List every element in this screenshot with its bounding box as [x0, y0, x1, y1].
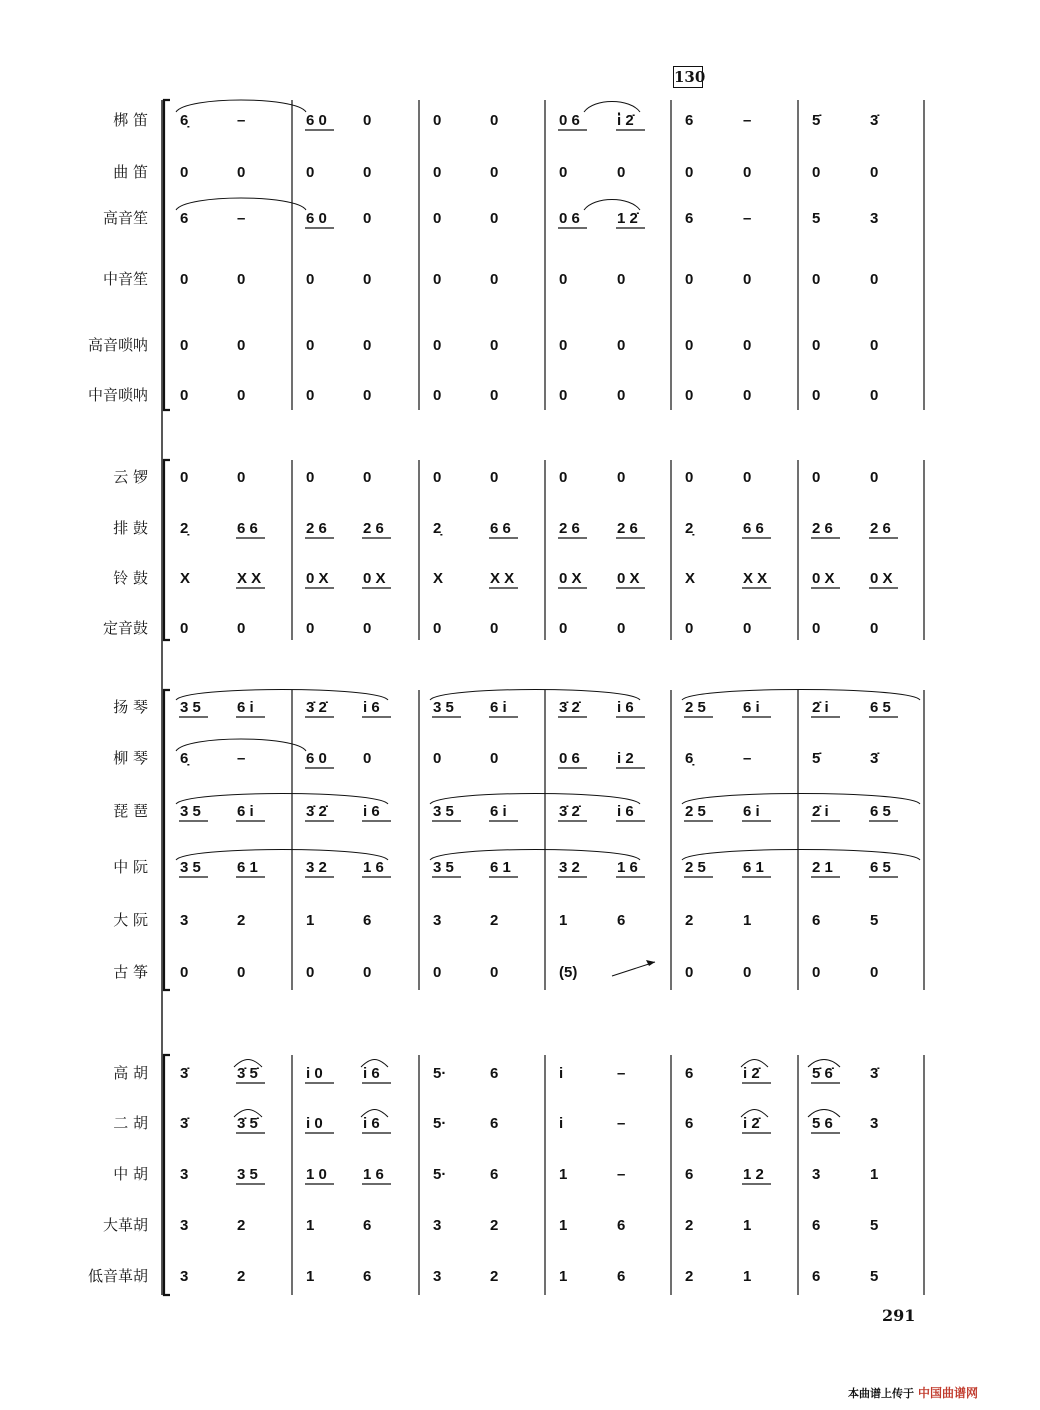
note: 6 5 — [870, 803, 891, 820]
note: 3 — [180, 1217, 189, 1234]
note: 2 — [237, 1217, 246, 1234]
instrument-label: 定音鼓 — [102, 619, 148, 637]
note: – — [237, 210, 246, 227]
note: 3 — [870, 1115, 879, 1132]
note: 6 1 — [743, 859, 764, 876]
note: 1 2 — [743, 1166, 764, 1183]
slur — [430, 850, 640, 861]
note: 0 — [870, 164, 879, 181]
instrument-label: 高音笙 — [102, 209, 148, 227]
note: 0 — [870, 271, 879, 288]
note: 6 — [363, 912, 372, 929]
note: 6 6 — [743, 520, 764, 537]
note: 3 5 — [433, 859, 454, 876]
note: 0 — [306, 164, 315, 181]
note: 5 — [870, 1217, 879, 1234]
note: 5· — [433, 1065, 447, 1082]
note: 5̇ 6̇ — [812, 1065, 833, 1082]
note: 0 — [685, 469, 694, 486]
instrument-label: 大革胡 — [102, 1216, 148, 1234]
note: 0 — [180, 387, 189, 404]
instrument-label: 柳 琴 — [113, 749, 148, 767]
note: 2 5 — [685, 859, 706, 876]
rehearsal-mark: 130 — [674, 68, 706, 86]
note: 0 — [490, 271, 499, 288]
note: – — [743, 750, 752, 767]
instrument-label: 大 阮 — [113, 911, 148, 929]
note: 0 — [363, 387, 372, 404]
slur — [176, 198, 306, 210]
note: 6 — [617, 1217, 626, 1234]
note: 3 5 — [180, 699, 201, 716]
note: 0 — [433, 469, 442, 486]
note: 0 — [490, 387, 499, 404]
instrument-label: 梆 笛 — [113, 111, 148, 129]
note: X X — [237, 570, 262, 587]
instrument-label: 中 阮 — [113, 858, 148, 876]
note: 0 — [743, 164, 752, 181]
note: 3̇ 2̇ — [306, 803, 327, 820]
note: 0 — [743, 620, 752, 637]
note: 2 — [490, 1217, 499, 1234]
note: 0 — [306, 620, 315, 637]
note: 3̇ 5̇ — [237, 1065, 258, 1082]
note: 3 — [433, 912, 442, 929]
note: 2̣ — [685, 520, 694, 537]
note: i̇ 2̇ — [617, 112, 634, 129]
note: 1 — [870, 1166, 879, 1183]
note: 0 — [306, 271, 315, 288]
note: 6 — [180, 210, 189, 227]
note: 3 5 — [237, 1166, 258, 1183]
note: 0 — [433, 271, 442, 288]
note: 0 — [685, 620, 694, 637]
note: 0 — [363, 164, 372, 181]
instrument-label: 云 锣 — [113, 468, 148, 486]
note: i 0 — [306, 1065, 323, 1082]
note: 5̇ — [812, 112, 821, 129]
note: 2 5 — [685, 699, 706, 716]
note: 1 — [306, 912, 315, 929]
note: 0 — [812, 164, 821, 181]
note: 0 — [433, 620, 442, 637]
note: 6 6 — [490, 520, 511, 537]
note: 0 — [812, 620, 821, 637]
note: 6 i — [743, 803, 760, 820]
section-bracket — [164, 690, 170, 990]
note: 0 — [617, 620, 626, 637]
note: (5) — [559, 964, 578, 981]
note: 0 — [812, 964, 821, 981]
note: 0 — [180, 964, 189, 981]
note: 0 — [490, 620, 499, 637]
note: 6 — [490, 1115, 499, 1132]
note: 1 — [743, 912, 752, 929]
note: 6 — [812, 1268, 821, 1285]
note: 2 5 — [685, 803, 706, 820]
instrument-label: 二 胡 — [113, 1114, 148, 1132]
note: 0 — [870, 337, 879, 354]
note: 0 — [685, 271, 694, 288]
note: 3̇ — [870, 750, 879, 767]
note: 0 — [743, 387, 752, 404]
note: 3̇ — [180, 1065, 189, 1082]
note: 6 — [363, 1217, 372, 1234]
note: 1 — [743, 1268, 752, 1285]
note: 3 — [180, 912, 189, 929]
note: 0 — [559, 620, 568, 637]
note: 0 — [363, 964, 372, 981]
page-number: 291 — [882, 1306, 916, 1325]
note: 0 — [490, 164, 499, 181]
note: 6̣ — [180, 750, 189, 767]
note: 6 — [685, 1115, 694, 1132]
note: 2 — [685, 1217, 694, 1234]
note: 0 — [870, 387, 879, 404]
note: i — [559, 1115, 564, 1132]
note: 6 1 — [237, 859, 258, 876]
note: 0 — [812, 387, 821, 404]
section-bracket — [164, 100, 170, 410]
note: 1 6 — [363, 859, 384, 876]
note: 0 — [237, 271, 246, 288]
note: i 0 — [306, 1115, 323, 1132]
note: 3̇ — [870, 1065, 879, 1082]
instrument-label: 中 胡 — [113, 1165, 148, 1183]
note: 0 — [180, 469, 189, 486]
note: 6 i — [743, 699, 760, 716]
note: 0 — [812, 469, 821, 486]
note: 0 — [870, 469, 879, 486]
note: 0 — [559, 469, 568, 486]
note: 1 — [306, 1217, 315, 1234]
note: 0 — [433, 387, 442, 404]
note: 3 — [180, 1166, 189, 1183]
note: i 2̇ — [743, 1115, 760, 1132]
note: 3̇ 2̇ — [559, 803, 580, 820]
note: 3 2 — [306, 859, 327, 876]
note: 0 — [617, 271, 626, 288]
note: 0 — [490, 469, 499, 486]
note: 0 — [433, 112, 442, 129]
note: 0 — [559, 387, 568, 404]
slur — [430, 794, 640, 805]
note: 3 5 — [433, 803, 454, 820]
slur — [430, 690, 640, 701]
note: 0 — [870, 964, 879, 981]
note: 5̇ — [812, 750, 821, 767]
note: 1 — [559, 1217, 568, 1234]
note: 0 — [433, 210, 442, 227]
note: – — [617, 1065, 626, 1082]
slur — [176, 794, 388, 805]
note: 0 — [306, 337, 315, 354]
note: 0 — [490, 210, 499, 227]
note: 6 6 — [237, 520, 258, 537]
note: – — [617, 1166, 626, 1183]
note: 0 — [743, 964, 752, 981]
note: 0 — [363, 337, 372, 354]
note: 0 — [490, 112, 499, 129]
note: i — [559, 1065, 564, 1082]
note: 6 i — [490, 803, 507, 820]
slur — [584, 200, 640, 211]
note: 0 — [180, 337, 189, 354]
note: 6 5 — [870, 859, 891, 876]
note: 3̇ — [180, 1115, 189, 1132]
note: 2 6 — [306, 520, 327, 537]
note: 3̇ — [870, 112, 879, 129]
note: 0 6 — [559, 210, 580, 227]
note: 0 — [433, 964, 442, 981]
instrument-label: 中音唢呐 — [87, 386, 148, 404]
note: i 6 — [617, 699, 634, 716]
note: – — [237, 112, 246, 129]
note: 5 — [870, 912, 879, 929]
slur — [584, 102, 640, 113]
note: 6 0 — [306, 210, 327, 227]
instrument-label: 古 筝 — [113, 963, 148, 981]
section-bracket — [164, 1055, 170, 1295]
note: 0 — [237, 337, 246, 354]
note: 3 5 — [180, 859, 201, 876]
instrument-label: 扬 琴 — [113, 698, 148, 716]
note: 3̇ 2̇ — [306, 699, 327, 716]
note: 0 X — [812, 570, 835, 587]
note: 2̣ — [433, 520, 442, 537]
note: 1 0 — [306, 1166, 327, 1183]
note: 0 — [743, 337, 752, 354]
slur — [176, 850, 388, 861]
footer-brand: 中国曲谱网 — [918, 1386, 979, 1400]
note: 6 1 — [490, 859, 511, 876]
note: 1 — [559, 912, 568, 929]
note: 0 — [180, 164, 189, 181]
note: 6 i — [490, 699, 507, 716]
note: 0 — [617, 337, 626, 354]
note: 0 — [306, 387, 315, 404]
note: 6 i — [237, 699, 254, 716]
note: 0 — [743, 271, 752, 288]
note: 0 X — [870, 570, 893, 587]
note: 6 — [685, 112, 694, 129]
note: 2 — [237, 912, 246, 929]
note: 3̇ 5̇ — [237, 1115, 258, 1132]
note: 2 6 — [363, 520, 384, 537]
note: 0 — [363, 750, 372, 767]
note: 0 — [237, 620, 246, 637]
note: 0 — [490, 964, 499, 981]
note: 0 — [812, 337, 821, 354]
note: 3 — [433, 1217, 442, 1234]
note: 2 — [685, 912, 694, 929]
note: 0 — [363, 271, 372, 288]
note: 3̇ 2̇ — [559, 699, 580, 716]
note: 0 — [685, 387, 694, 404]
note: 0 — [685, 164, 694, 181]
note: 2 6 — [812, 520, 833, 537]
slur — [176, 100, 306, 112]
note: 0 — [685, 337, 694, 354]
note: 0 — [433, 337, 442, 354]
section-bracket — [164, 460, 170, 640]
note: 5 — [870, 1268, 879, 1285]
note: 0 — [617, 469, 626, 486]
note: 1 — [743, 1217, 752, 1234]
note: X X — [743, 570, 768, 587]
note: 5 — [812, 210, 821, 227]
note: 0 — [559, 164, 568, 181]
note: 0 — [363, 469, 372, 486]
note: 2̇ i — [812, 803, 829, 820]
note: 0 — [559, 271, 568, 288]
note: 6 i — [237, 803, 254, 820]
note: 6 — [685, 1065, 694, 1082]
note: 0 — [617, 164, 626, 181]
instrument-label: 高音唢呐 — [87, 336, 148, 354]
note: 2 6 — [559, 520, 580, 537]
note: 0 X — [559, 570, 582, 587]
note: 1 6 — [363, 1166, 384, 1183]
note: 2 — [490, 1268, 499, 1285]
note: 2 1 — [812, 859, 833, 876]
note: 3 2 — [559, 859, 580, 876]
note: 0 — [490, 337, 499, 354]
note: 5 6 — [812, 1115, 833, 1132]
note: 2 — [490, 912, 499, 929]
note: 1 6 — [617, 859, 638, 876]
note: 0 — [237, 164, 246, 181]
note: – — [743, 112, 752, 129]
note: 0 — [180, 271, 189, 288]
note: 6 — [685, 210, 694, 227]
note: 1 — [559, 1166, 568, 1183]
note: 0 6 — [559, 112, 580, 129]
arrow-head-icon — [646, 960, 655, 966]
note: X — [685, 570, 696, 587]
instrument-label: 中音笙 — [102, 270, 148, 288]
note: 6 5 — [870, 699, 891, 716]
note: 0 X — [617, 570, 640, 587]
instrument-label: 低音革胡 — [87, 1267, 148, 1285]
note: i 6 — [363, 1065, 380, 1082]
note: 3 5 — [180, 803, 201, 820]
note: 5· — [433, 1166, 447, 1183]
note: 6 — [363, 1268, 372, 1285]
note: 0 — [559, 337, 568, 354]
note: 0 — [180, 620, 189, 637]
note: 1 — [306, 1268, 315, 1285]
note: 0 — [306, 964, 315, 981]
note: 6 — [617, 912, 626, 929]
note: X — [180, 570, 191, 587]
note: 2̇ i — [812, 699, 829, 716]
note: i 6 — [363, 803, 380, 820]
note: 0 — [237, 964, 246, 981]
note: 0 X — [306, 570, 329, 587]
note: 1 2̇ — [617, 210, 638, 227]
note: 0 — [363, 112, 372, 129]
note: 6 — [490, 1065, 499, 1082]
footer-watermark — [848, 1384, 978, 1401]
note: X — [433, 570, 444, 587]
note: 3 5 — [433, 699, 454, 716]
note: – — [237, 750, 246, 767]
note: 6 — [685, 1166, 694, 1183]
note: 1 — [559, 1268, 568, 1285]
note: i 2̇ — [743, 1065, 760, 1082]
note: 0 — [237, 469, 246, 486]
note: 0 — [237, 387, 246, 404]
note: 3 — [812, 1166, 821, 1183]
note: i 6 — [363, 1115, 380, 1132]
note: 0 — [617, 387, 626, 404]
instrument-label: 排 鼓 — [113, 519, 148, 537]
note: 3 — [870, 210, 879, 227]
slur — [176, 690, 388, 701]
note: 6̣ — [685, 750, 694, 767]
note: 0 — [363, 620, 372, 637]
note: 6̣ — [180, 112, 189, 129]
note: 2 — [685, 1268, 694, 1285]
note: 0 6 — [559, 750, 580, 767]
footer-text: 本曲谱上传于 — [848, 1387, 914, 1400]
note: 6 — [617, 1268, 626, 1285]
note: 6 — [812, 1217, 821, 1234]
instrument-label: 琵 琶 — [113, 802, 148, 820]
note: – — [617, 1115, 626, 1132]
note: 0 — [870, 620, 879, 637]
note: 6 0 — [306, 750, 327, 767]
note: 0 — [812, 271, 821, 288]
note: 3 — [433, 1268, 442, 1285]
note: 0 — [433, 750, 442, 767]
note: 3 — [180, 1268, 189, 1285]
note: i 6 — [363, 699, 380, 716]
note: 0 — [433, 164, 442, 181]
note: 6 — [490, 1166, 499, 1183]
note: 2 6 — [617, 520, 638, 537]
instrument-label: 铃 鼓 — [113, 569, 148, 587]
note: – — [743, 210, 752, 227]
note: i 2 — [617, 750, 634, 767]
note: 0 — [490, 750, 499, 767]
note: 0 — [685, 964, 694, 981]
note: 2̣ — [180, 520, 189, 537]
note: 2 6 — [870, 520, 891, 537]
note: 0 — [363, 210, 372, 227]
note: 2 — [237, 1268, 246, 1285]
note: i 6 — [617, 803, 634, 820]
note: 6 0 — [306, 112, 327, 129]
note: 0 — [306, 469, 315, 486]
note: X X — [490, 570, 515, 587]
instrument-label: 曲 笛 — [113, 163, 148, 181]
instrument-label: 高 胡 — [113, 1064, 148, 1082]
note: 6 — [812, 912, 821, 929]
note: 0 — [743, 469, 752, 486]
note: 0 X — [363, 570, 386, 587]
note: 5· — [433, 1115, 447, 1132]
